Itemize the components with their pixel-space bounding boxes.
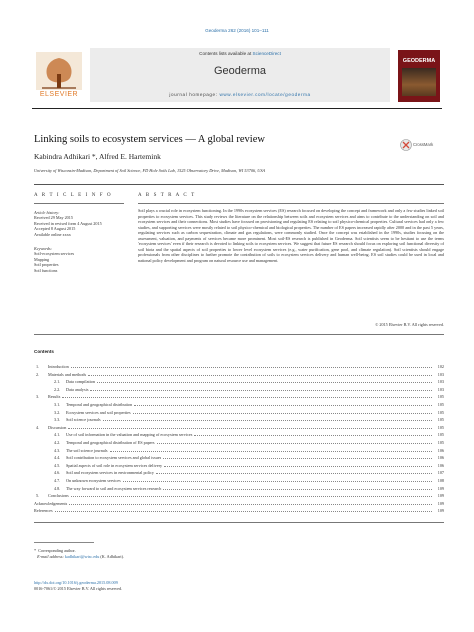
toc-leader-dots bbox=[103, 418, 432, 421]
article-info-rule bbox=[34, 203, 124, 204]
toc-row[interactable] bbox=[34, 417, 444, 425]
toc-label[interactable]: The way forward to soil and ecosystem services research bbox=[66, 485, 162, 491]
toc-label[interactable]: Soil contribution to ecosystem services and global issues bbox=[66, 455, 162, 461]
elsevier-logo bbox=[34, 50, 84, 102]
article-authors: Kabindra Adhikari *, Alfred E. Hartemink bbox=[34, 152, 161, 161]
toc-label[interactable]: Results bbox=[48, 394, 61, 400]
toc-row[interactable] bbox=[34, 379, 444, 387]
toc-page-number: 103 bbox=[437, 371, 444, 377]
toc-number: 3. bbox=[36, 394, 40, 400]
toc-number: 4.3. bbox=[54, 447, 61, 453]
toc-row[interactable] bbox=[34, 432, 444, 440]
corresponding-author-footnote bbox=[34, 548, 124, 560]
toc-leader-dots bbox=[88, 373, 432, 376]
toc-label[interactable]: Temporal and geographical distribution of ES papers bbox=[66, 440, 155, 445]
footnote-rule bbox=[34, 542, 94, 543]
toc-leader-dots bbox=[62, 395, 432, 398]
toc-number: 2. bbox=[36, 371, 40, 377]
abstract-text: Soil plays a crucial role in ecosystem functioning. In the 1990s ecosystem services (ES) research focused on developing the concept and framework and only a few studies linked soil properties to ecosystem services. This study reviews the literature on the relationship between soils and ecosystem services and aims to contribute to the understanding on soil and ecosystem services and their connections. Most studies have focused on provisioning and regulating ES relating to soil physico-chemical properties. Cultural services had only a few studies, and supporting services were mostly related to soil physico-chemical and biological properties. The number of ES papers increased rapidly after 2000 and in the past 5 years, regulating services such as carbon sequestration, climate and gas regulations, were commonly studied. Once the concept was established in the 1990s, studies focusing on the assessment, valuation, and payments of services became more prominent. Most soil-ES research is published in Geoderma. Soil scientists seem to be hesitant to use the terms 'ecosystem services' even if their research is devoted to linking soils to ecosystem services. We suggest that future ES research should focus on exploring soil functional diversity of soil biota and the spatial aspects of soil properties to lower level ecosystem services (e.g., water purification, gene pool, and climate regulation). Soil scientists should engage professionals from other disciplines to further promote the contribution of soils to ecosystem services delivery and human well-being. ES soil studies could be used in local and national policy development and program on natural resource use and management. bbox=[138, 208, 444, 263]
toc-label[interactable]: Soil and ecosystem services in environmental policy bbox=[66, 470, 154, 476]
history-item: Accepted 8 August 2015 bbox=[34, 226, 76, 232]
author-email-link[interactable]: kadhikari@wisc.edu bbox=[64, 554, 100, 559]
toc-leader-dots bbox=[157, 441, 432, 444]
doi-block bbox=[34, 580, 122, 592]
toc-page-number: 109 bbox=[437, 500, 444, 506]
abstract-rule bbox=[138, 203, 444, 204]
toc-page-number: 106 bbox=[437, 455, 444, 461]
email-label: E-mail address: bbox=[37, 554, 65, 559]
toc-number: 4.7. bbox=[54, 478, 61, 483]
toc-page-number: 105 bbox=[437, 440, 444, 445]
toc-row[interactable] bbox=[34, 486, 444, 494]
article-title: Linking soils to ecosystem services — A global review bbox=[34, 134, 265, 145]
toc-page-number: 105 bbox=[437, 432, 444, 438]
toc-number: 2.2. bbox=[54, 386, 61, 392]
footnote-label: Corresponding author. bbox=[38, 548, 76, 553]
toc-number: 3.3. bbox=[54, 417, 61, 423]
cover-image bbox=[402, 68, 436, 96]
toc-number: 4.5. bbox=[54, 462, 61, 468]
toc-number: 4.6. bbox=[54, 470, 61, 476]
keyword-item: Soil-ecosystem services bbox=[34, 251, 75, 257]
doi-link[interactable]: http://dx.doi.org/10.1016/j.geoderma.2015.08.009 bbox=[34, 580, 118, 585]
toc-page-number: 106 bbox=[437, 462, 444, 468]
toc-label[interactable]: Temporal and geographical distribution bbox=[66, 402, 133, 407]
abstract-heading: A B S T R A C T bbox=[138, 193, 196, 198]
toc-page-number: 106 bbox=[437, 447, 444, 453]
toc-page-number: 105 bbox=[437, 402, 444, 407]
toc-number: 4.4. bbox=[54, 455, 61, 461]
toc-label[interactable]: References bbox=[34, 508, 53, 514]
contents-available bbox=[90, 51, 390, 56]
toc-leader-dots bbox=[123, 479, 432, 482]
toc-leader-dots bbox=[163, 456, 432, 459]
toc-leader-dots bbox=[69, 502, 432, 505]
toc-label[interactable]: Discussion bbox=[48, 424, 67, 430]
toc-number: 4.1. bbox=[54, 432, 61, 438]
toc-row[interactable] bbox=[34, 448, 444, 456]
toc-page-number: 102 bbox=[437, 364, 444, 369]
toc-number: 4. bbox=[36, 424, 40, 430]
toc-page-number: 105 bbox=[437, 417, 444, 423]
toc-number: 1. bbox=[36, 364, 40, 369]
history-label: Article history: bbox=[34, 210, 60, 215]
abstract-copyright: © 2015 Elsevier B.V. All rights reserved. bbox=[375, 322, 444, 327]
toc-page-number: 108 bbox=[437, 478, 444, 483]
toc-number: 5. bbox=[36, 493, 40, 499]
title-rule bbox=[34, 184, 444, 185]
toc-row[interactable] bbox=[34, 394, 444, 402]
toc-row[interactable] bbox=[34, 508, 444, 516]
toc-leader-dots bbox=[110, 449, 432, 452]
keyword-item: Mapping bbox=[34, 256, 50, 262]
toc-page-number: 109 bbox=[437, 485, 444, 491]
sciencedirect-link[interactable]: ScienceDirect bbox=[252, 51, 281, 56]
toc-label[interactable]: Acknowledgements bbox=[34, 500, 68, 506]
toc-leader-dots bbox=[71, 494, 432, 497]
toc-page-number: 107 bbox=[437, 470, 444, 476]
journal-header-band bbox=[90, 48, 390, 102]
toc-row[interactable] bbox=[34, 501, 444, 509]
footnote-marker: * bbox=[34, 548, 37, 553]
toc-page-number: 105 bbox=[437, 394, 444, 400]
journal-cover-thumbnail bbox=[398, 50, 440, 102]
toc-row[interactable] bbox=[34, 493, 444, 501]
toc-row[interactable] bbox=[34, 463, 444, 471]
contents-prefix: Contents lists available at bbox=[199, 51, 253, 56]
toc-number: 3.1. bbox=[54, 402, 61, 407]
abstract-bottom-rule bbox=[34, 334, 444, 335]
toc-page-number: 109 bbox=[437, 508, 444, 514]
toc-number: 2.1. bbox=[54, 379, 61, 385]
toc-leader-dots bbox=[163, 487, 432, 490]
crossmark-badge[interactable] bbox=[400, 137, 434, 153]
toc-leader-dots bbox=[55, 509, 432, 512]
homepage-prefix: journal homepage: bbox=[169, 92, 220, 97]
homepage-link[interactable]: www.elsevier.com/locate/geoderma bbox=[219, 92, 311, 97]
toc-page-number: 105 bbox=[437, 409, 444, 415]
author-affiliation: University of Wisconsin-Madison, Department of Soil Science, FD Hole Soils Lab, 1525 Observatory Drive, Madison, WI 53706, USA bbox=[34, 168, 266, 173]
toc-leader-dots bbox=[71, 365, 432, 368]
issn-copyright: 0016-7061/© 2015 Elsevier B.V. All rights reserved. bbox=[34, 586, 123, 591]
toc-leader-dots bbox=[194, 433, 432, 436]
toc-row[interactable] bbox=[34, 440, 444, 448]
toc-page-number: 105 bbox=[437, 424, 444, 430]
toc-row[interactable] bbox=[34, 470, 444, 478]
toc-number: 4.2. bbox=[54, 440, 61, 445]
keyword-item: Soil properties bbox=[34, 262, 59, 268]
toc-label[interactable]: Use of soil information in the valuation and mapping of ecosystem services bbox=[66, 432, 193, 438]
toc-label[interactable]: The soil science journals bbox=[66, 447, 108, 453]
toc-leader-dots bbox=[97, 380, 432, 383]
keywords-label: Keywords: bbox=[34, 246, 52, 252]
toc-leader-dots bbox=[68, 426, 432, 429]
toc-label[interactable]: Spatial aspects of soil role in ecosystem services delivery bbox=[66, 462, 163, 468]
toc-leader-dots bbox=[134, 403, 432, 406]
toc-page-number: 103 bbox=[437, 386, 444, 392]
toc-label[interactable]: Materials and methods bbox=[48, 371, 87, 377]
history-item: Available online xxxx bbox=[34, 231, 71, 237]
toc-page-number: 103 bbox=[437, 379, 444, 385]
toc-row[interactable] bbox=[34, 387, 444, 395]
email-suffix: (K. Adhikari). bbox=[99, 554, 125, 559]
publisher-name: ELSEVIER bbox=[39, 91, 79, 98]
toc-row[interactable] bbox=[34, 425, 444, 433]
toc-row[interactable] bbox=[34, 372, 444, 380]
toc-label[interactable]: Ecosystem services and soil properties bbox=[66, 409, 131, 415]
toc-leader-dots bbox=[164, 464, 432, 467]
toc-label[interactable]: Data compilation bbox=[66, 379, 95, 385]
contents-bottom-rule bbox=[34, 522, 444, 523]
toc-leader-dots bbox=[133, 411, 432, 414]
history-item: Received in revised form 4 August 2015 bbox=[34, 220, 102, 226]
toc-leader-dots bbox=[156, 471, 432, 474]
contents-heading: Contents bbox=[34, 349, 54, 354]
history-item: Received 29 May 2015 bbox=[34, 215, 73, 221]
toc-label[interactable]: Introduction bbox=[48, 364, 69, 369]
journal-citation[interactable]: Geoderma 262 (2016) 101–111 bbox=[205, 28, 269, 33]
toc-label[interactable]: Soil science journals bbox=[66, 417, 101, 423]
crossmark-label: CrossMark bbox=[413, 142, 434, 147]
toc-label[interactable]: Data analysis bbox=[66, 386, 89, 392]
toc-label[interactable]: Conclusions bbox=[48, 493, 69, 499]
toc-row[interactable] bbox=[34, 478, 444, 486]
toc-label[interactable]: On unknown ecosystem services bbox=[66, 478, 121, 483]
toc-row[interactable] bbox=[34, 410, 444, 418]
toc-row[interactable] bbox=[34, 364, 444, 372]
toc-row[interactable] bbox=[34, 455, 444, 463]
journal-name: Geoderma bbox=[214, 65, 266, 77]
header-rule bbox=[32, 108, 442, 109]
article-info-heading: A R T I C L E I N F O bbox=[34, 193, 113, 198]
toc-row[interactable] bbox=[34, 402, 444, 410]
toc-number: 4.8. bbox=[54, 485, 61, 491]
keyword-item: Soil functions bbox=[34, 267, 58, 273]
toc-leader-dots bbox=[90, 388, 432, 391]
toc-page-number: 109 bbox=[437, 493, 444, 499]
cover-title: GEODERMA bbox=[402, 58, 436, 64]
journal-homepage bbox=[90, 92, 390, 97]
article-info-block bbox=[34, 210, 124, 273]
toc-number: 3.2. bbox=[54, 409, 61, 415]
